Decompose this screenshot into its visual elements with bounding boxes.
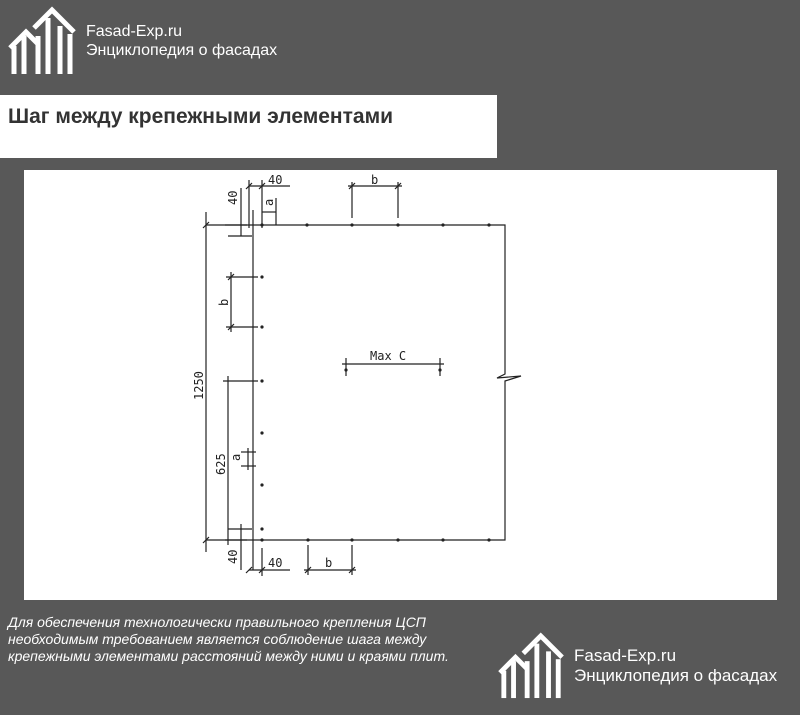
label-left-40-top: 40: [226, 190, 240, 205]
label-left-1250: 1250: [192, 371, 206, 400]
fastener-spacing-diagram: [24, 170, 777, 600]
building-icon: [498, 630, 566, 702]
diagram-svg: [24, 170, 777, 600]
label-top-a: a: [262, 198, 276, 206]
label-left-b: b: [217, 298, 231, 306]
label-left-a: a: [229, 453, 243, 461]
site-logo-top[interactable]: [8, 6, 277, 76]
logo-brand: Fasad-Exp.ru: [86, 22, 183, 40]
label-left-40-bottom: 40: [226, 549, 240, 564]
caption-text: Для обеспечения технологически правильного крепления ЦСП необходимым требованием является соблюдение шага между крепежными элементами расстояний между ними и краями плит.: [8, 614, 449, 664]
site-logo-bottom[interactable]: [498, 630, 777, 702]
logo-tagline: Энциклопедия о фасадах: [86, 42, 278, 59]
page-title: Шаг между крепежными элементами: [8, 105, 394, 128]
label-max-c: Max C: [370, 349, 407, 363]
logo-tagline: Энциклопедия о фасадах: [574, 666, 778, 685]
logo-brand: Fasad-Exp.ru: [574, 645, 677, 665]
panel-outline: [253, 225, 521, 540]
label-bottom-b: b: [325, 556, 333, 570]
label-bottom-40: 40: [268, 556, 283, 570]
logo-text: [86, 22, 277, 60]
label-left-625: 625: [214, 453, 228, 475]
fastener-points: [260, 223, 490, 541]
title-panel: [0, 95, 497, 158]
logo-text: [574, 646, 777, 687]
label-top-b: b: [371, 173, 379, 187]
building-icon: [8, 6, 78, 76]
label-top-40: 40: [268, 173, 283, 187]
